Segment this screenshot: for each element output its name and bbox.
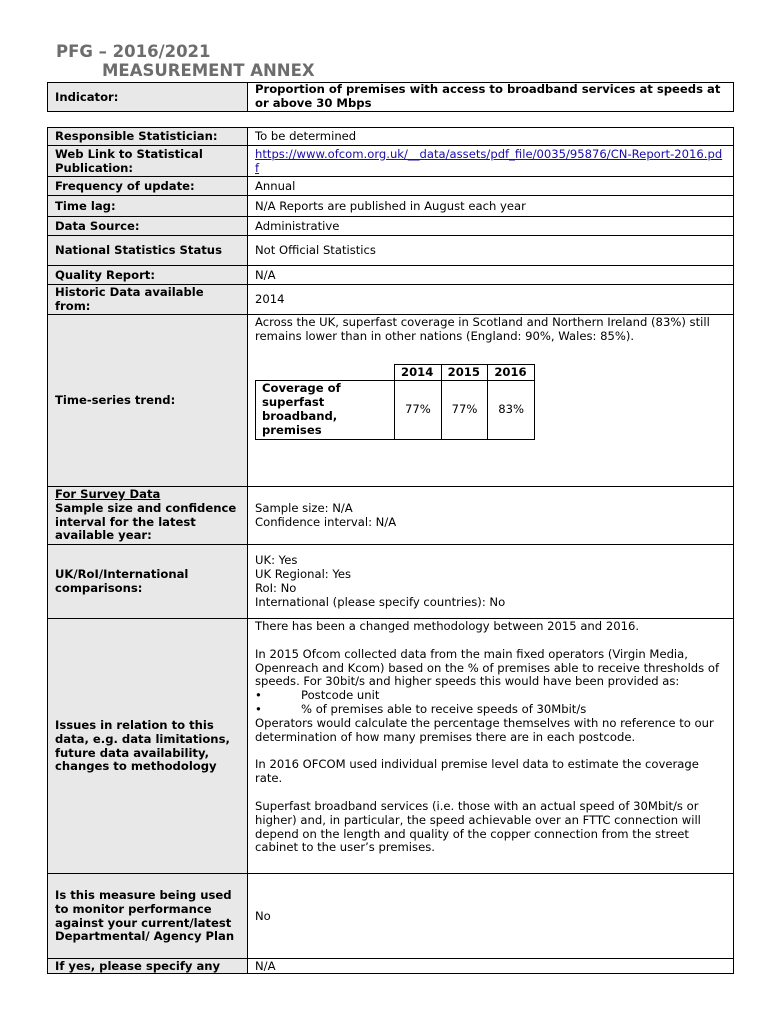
bullet-2-text: % of premises able to receive speeds of 30Mbit/s [301, 701, 587, 716]
datasource-label: Data Source: [48, 217, 248, 236]
trend-label: Time-series trend: [48, 315, 248, 487]
weblink-label: Web Link to Statistical Publication: [48, 146, 248, 177]
historic-value: 2014 [248, 285, 734, 315]
weblink-link[interactable]: https://www.ofcom.org.uk/__data/assets/pdf_file/0035/95876/CN-Report-2016.pdf [255, 146, 723, 175]
comparison-international: International (please specify countries): No [255, 594, 506, 609]
sample-size: Sample size: N/A [255, 501, 353, 516]
issues-p1: There has been a changed methodology between 2015 and 2016. [255, 619, 640, 633]
page-title [56, 42, 315, 80]
comparisons-label: UK/RoI/International comparisons: [48, 545, 248, 619]
value-2016: 83% [488, 381, 535, 439]
coverage-row-label: Coverage of superfast broadband, premises [256, 381, 395, 439]
timelag-value: N/A Reports are published in August each year [248, 196, 734, 217]
year-2016: 2016 [488, 364, 535, 381]
statistician-label: Responsible Statistician: [48, 128, 248, 146]
list-item: • % of premises able to receive speeds of 30Mbit/s [255, 701, 587, 716]
year-2014: 2014 [395, 364, 442, 381]
title-line-2: MEASUREMENT ANNEX [102, 61, 315, 80]
statistician-value: To be determined [248, 128, 734, 146]
indicator-label: Indicator: [48, 83, 248, 112]
issues-p4: In 2016 OFCOM used individual premise level data to estimate the coverage rate. [255, 757, 699, 786]
nsstatus-label: National Statistics Status [48, 236, 248, 266]
quality-value: N/A [248, 266, 734, 285]
trend-text: Across the UK, superfast coverage in Scotland and Northern Ireland (83%) still remains lower than in other nations (England: 90%, Wales: 85%). [255, 315, 710, 343]
issues-label: Issues in relation to this data, e.g. data limitations, future data availability, changes to methodology [48, 619, 248, 874]
comparison-roi: RoI: No [255, 581, 297, 595]
issues-p5: Superfast broadband services (i.e. those with an actual speed of 30Mbit/s or higher) and, in particular, the speed achievable over an FTTC connection will depend on the length and quality of the copper connection from the street cabinet to the user’s premises. [255, 798, 701, 855]
ifyes-label: If yes, please specify any [48, 959, 248, 974]
coverage-table [255, 364, 535, 440]
frequency-value: Annual [248, 177, 734, 196]
measurement-table [47, 127, 734, 974]
ifyes-value: N/A [248, 959, 734, 974]
indicator-table [47, 82, 734, 112]
title-line-1: PFG – 2016/2021 [56, 42, 211, 61]
survey-label-heading: For Survey Data [55, 487, 161, 501]
quality-label: Quality Report: [48, 266, 248, 285]
survey-label-text: Sample size and confidence interval for the latest available year: [55, 500, 237, 543]
confidence-interval: Confidence interval: N/A [255, 515, 397, 529]
comparison-uk-regional: UK Regional: Yes [255, 567, 352, 582]
comparison-uk: UK: Yes [255, 553, 298, 568]
indicator-value: Proportion of premises with access to broadband services at speeds at or above 30 Mbps [248, 83, 734, 112]
datasource-value: Administrative [248, 217, 734, 236]
historic-label: Historic Data available from: [48, 285, 248, 315]
timelag-label: Time lag: [48, 196, 248, 217]
nsstatus-value: Not Official Statistics [248, 236, 734, 266]
issues-p3: Operators would calculate the percentage themselves with no reference to our determination of how many premises there are in each postcode. [255, 715, 714, 744]
monitor-value: No [248, 874, 734, 959]
year-2015: 2015 [441, 364, 488, 381]
survey-label [48, 487, 248, 545]
bullet-1-text: Postcode unit [301, 688, 380, 703]
issues-p2: In 2015 Ofcom collected data from the main fixed operators (Virgin Media, Openreach and Kcom) based on the % of premises able to receive thresholds of speeds. For 30bit/s and higher speeds this would have been provided as: [255, 646, 720, 689]
list-item: • Postcode unit [255, 688, 380, 703]
frequency-label: Frequency of update: [48, 177, 248, 196]
value-2014: 77% [395, 381, 442, 439]
monitor-label: Is this measure being used to monitor performance against your current/latest Departmental/ Agency Plan [48, 874, 248, 959]
value-2015: 77% [441, 381, 488, 439]
